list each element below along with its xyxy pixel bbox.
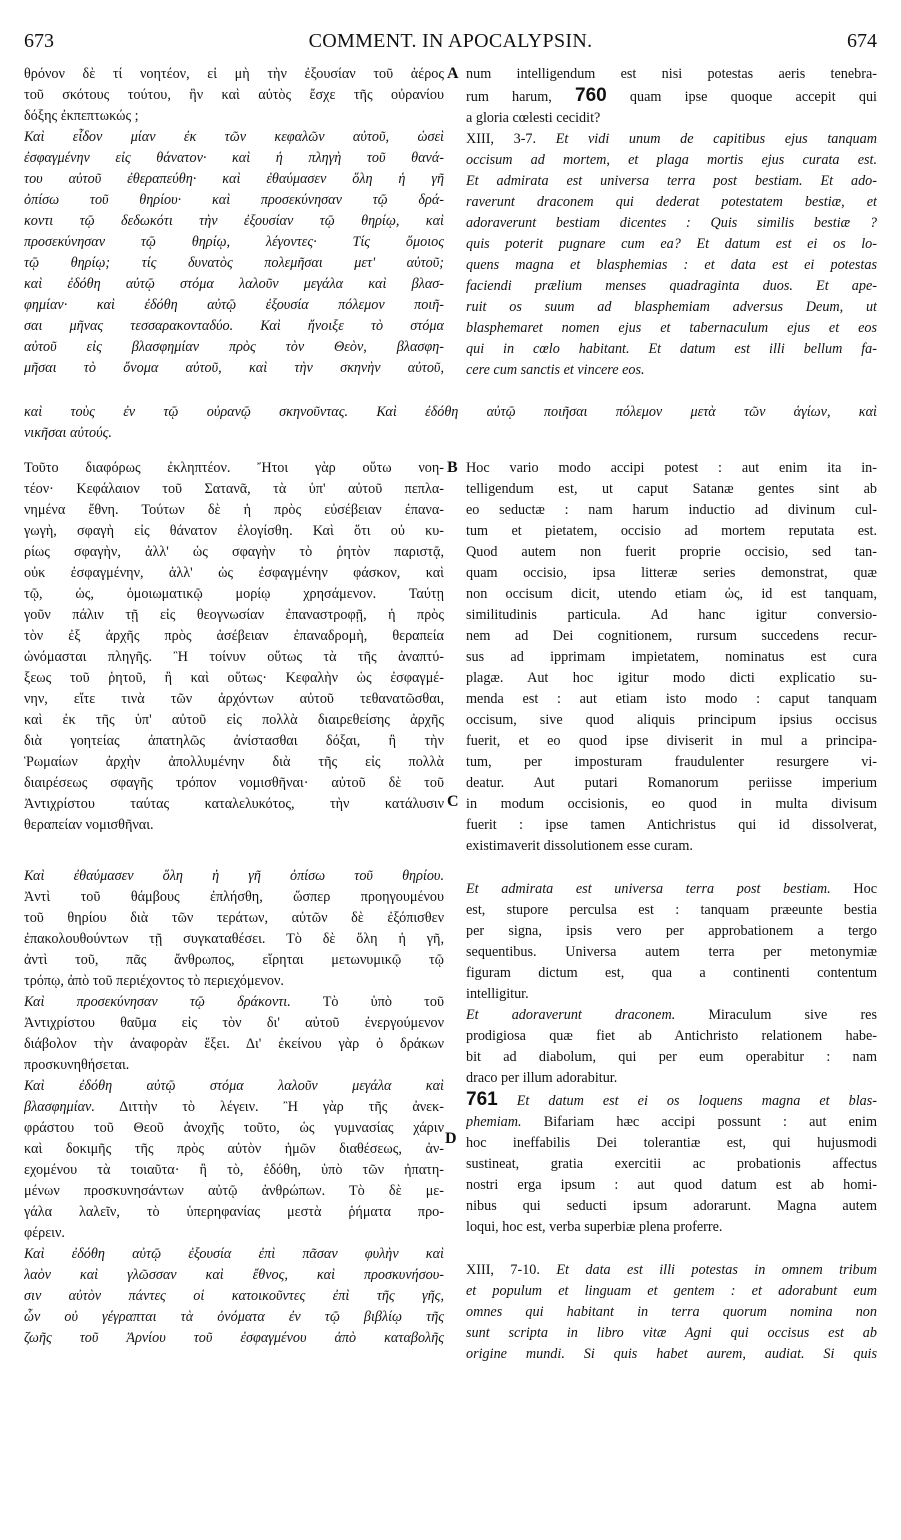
text-line: ἐσφαγμένην εἰς θάνατον· καὶ ἡ πληγὴ τοῦ θανά- (24, 150, 444, 166)
text-line: Ἀντιχρίστου ταύτας καταλελυκότος, τὴν κατάλυσιν (24, 796, 444, 812)
text-line: bit ad diabolum, qui per eum operabitur : nam (466, 1049, 877, 1065)
latin-paragraph (466, 1133, 877, 1238)
text-line: Καὶ εἶδον μίαν ἐκ τῶν κεφαλῶν αὐτοῦ, ὡσεὶ (24, 129, 444, 145)
text-line: τὸν ἐξ ἀρχῆς πρὸς ἀσέβειαν ἐπαναδρομὴ, θεραπεία (24, 628, 444, 644)
margin-marker-a: A (447, 65, 459, 82)
text-line: quis poterit pugnare cum ea? Et datum est ei os lo- (466, 236, 877, 252)
text-line: φράστου τοῦ Θεοῦ ἀνοχῆς τοῦτο, ὡς γυμνασίας χάριν (24, 1120, 444, 1136)
text-line: ruit os suum ad blasphemiam adversus Deum, ut (466, 299, 877, 315)
lemma: Καὶ προσεκύνησαν τῷ δράκοντι. (24, 994, 291, 1010)
text-fragment: Hoc (853, 881, 877, 897)
lemma: Et adoraverunt draconem. (466, 1007, 676, 1023)
text-line: fuerit : ipse tamen Antichristus qui id dissolverat, (466, 817, 877, 833)
text-line: in modum occisionis, eo quod in multa divisum (466, 796, 877, 812)
margin-marker-b: B (447, 459, 458, 476)
text-line: ξεως τοῦ ῥητοῦ, ἢ καὶ οὕτως· Κεφαλὴν ὡς ἐσφαγμέ- (24, 670, 444, 686)
text-line: τῷ θηρίῳ; τίς δυνατὸς πολεμῆσαι μετ' αὐτοῦ; (24, 255, 444, 271)
verse-reference: XIII, 7-10. (466, 1262, 540, 1278)
text-line: δόξης ἐκπεπτωκώς ; (24, 108, 139, 124)
verse-reference: XIII, 3-7. (466, 131, 537, 147)
text-line: sustineat, gratia exercitii ac probationis affectus (466, 1156, 877, 1172)
text-line: διαιρέσεως σφαγῆς τρόπον νομισθῆναι· αὐτοῦ δὲ τοῦ (24, 775, 444, 791)
text-line: existimaverit dissolutionem esse curam. (466, 838, 693, 854)
text-line: est, stupore perculsa est : tanquam præeunte bestia (466, 902, 877, 918)
text-line: nibus qui seducti ipsum adorarunt. Magna autem (466, 1198, 877, 1214)
text-line: figuram dictum est, qua a continenti contentum (466, 965, 877, 981)
text-fragment: rum harum, (466, 89, 552, 105)
text-fragment: Bifariam hæc accipi possunt : aut enim (543, 1114, 877, 1130)
text-line: Quod autem non fuerit proprie occisio, sed tan- (466, 544, 877, 560)
text-fragment: quam ipse quoque accepit qui (629, 89, 877, 105)
text-line: Et admirata est universa terra post bestiam. Et ado- (466, 173, 877, 189)
text-line (466, 879, 877, 900)
text-line: τῷ, ὡς, ὁμοιωματικῷ μορίῳ χρησάμενον. Ταύτῃ (24, 586, 444, 602)
top-greek-column (24, 64, 444, 379)
text-line: nostri erga ipsum : aut quod datum est ab homi- (466, 1177, 877, 1193)
text-line: occisum ad mortem, et plaga mortis ejus curata est. (466, 152, 877, 168)
text-line: sequentibus. Universa autem terra per metonymiæ (466, 944, 877, 960)
greek-paragraph (24, 1118, 444, 1244)
text-fragment: Miraculum sive res (708, 1007, 877, 1023)
text-line: διὰ γοητείας ἀπατηλῶς ἀνίστασθαι δόξαι, ἢ τὴν (24, 733, 444, 749)
text-line: fuerit, et eo quod ipse diviserit in mul a principa- (466, 733, 877, 749)
text-line: quens magna et blasphemias : et data est ei potestas (466, 257, 877, 273)
text-line: νην, εἴτε τινὰ τῶν ἀρχόντων αὐτοῦ τεθανατῶσθαι, (24, 691, 444, 707)
text-line (466, 85, 877, 108)
text-line: a gloria cœlesti cecidit? (466, 110, 601, 126)
column-number: 761 (466, 1089, 498, 1110)
text-line: per signa, ipsis vero per approbationem a tergo (466, 923, 877, 939)
greek-paragraph (24, 1013, 444, 1076)
greek-paragraph (24, 887, 444, 992)
lemma: Καὶ ἐθαύμασεν ὅλη ἡ γῆ ὀπίσω τοῦ θηρίου. (24, 868, 444, 884)
greek-paragraph (24, 458, 444, 836)
text-line: καὶ ἐκ τῆς ὑπ' αὐτοῦ εἰς πολλὰ διαιρεθείσης ἀρχῆς (24, 712, 444, 728)
text-line: tum et pietatem, occisio ad mortem reputata est. (466, 523, 877, 539)
text-line (466, 1005, 877, 1026)
text-line: τρόπῳ, ἀπὸ τοῦ περιέχοντος τὸ περιεχόμενον. (24, 973, 284, 989)
scripture-text: Et vidi unum de capitibus ejus tanquam (555, 131, 877, 147)
latin-paragraph (466, 1026, 877, 1089)
text-line: θρόνον δὲ τί νοητέον, εἰ μὴ τὴν ἐξουσίαν τοῦ ἀέρος (24, 66, 444, 82)
text-line: Ἀντὶ τοῦ θάμβους ἐπλήσθη, ὥσπερ προηγουμένου (24, 889, 444, 905)
text-line: et populum et linguam et gentem : et adorabunt eum (466, 1283, 877, 1299)
text-line: οὐκ ἐσφαγμένην, ἀλλ' ὡς ἐσφαγμένην φάσκον, καὶ (24, 565, 444, 581)
text-line: quam occisio, ipsa litteræ series demonstrat, quæ (466, 565, 877, 581)
text-line: hoc ineffabilis Dei tolerantiæ est, qui hujusmodi (466, 1135, 877, 1151)
latin-paragraph (466, 458, 877, 857)
greek-scripture-paragraph (24, 1244, 444, 1349)
latin-paragraph (466, 900, 877, 1005)
text-line: φημίαν· καὶ ἐδόθη αὐτῷ ἐξουσία πόλεμον ποιῆ- (24, 297, 444, 313)
text-line: Ἀντιχρίστου θαῦμα εἰς τὸν δι' αὐτοῦ ἐνεργούμενον (24, 1015, 444, 1031)
text-line: ὀπίσω τοῦ θηρίου· καὶ προσεκύνησαν τῷ δρά- (24, 192, 444, 208)
text-line (24, 1097, 444, 1118)
text-line: γοῦν πάλιν τῇ εἰς θεογνωσίαν ἐπαναστροφῇ, ἡ πρὸς (24, 607, 444, 623)
text-line: τέον· Κεφάλαιον τοῦ Σατανᾶ, τὰ ὑπ' αὐτοῦ πεπλα- (24, 481, 444, 497)
text-line: διάβολον τὴν ἀναφορὰν ἕξει. Δι' ἐκείνου γὰρ ὁ δράκων (24, 1036, 444, 1052)
text-line: Τοῦτο διαφόρως ἐκληπτέον. Ἤτοι γὰρ οὕτω νοη- (24, 460, 444, 476)
text-line: intelligitur. (466, 986, 529, 1002)
text-line: φέρειν. (24, 1225, 65, 1241)
top-latin-column (466, 64, 877, 381)
text-line: σιν αὐτὸν πάντες οἱ κατοικοῦντες ἐπὶ τῆς γῆς, (24, 1288, 444, 1304)
text-line: telligendum est, ut caput Satanæ gentes sint ab (466, 481, 877, 497)
text-line: occisum, sive quod aliquis principum ipsius occisus (466, 712, 877, 728)
text-line: nem ad Dei cognitionem, rursum succedens recur- (466, 628, 877, 644)
text-line: αὐτοῦ εἰς βλασφημίαν πρὸς τὸν Θεὸν, βλασφη- (24, 339, 444, 355)
lemma: Et datum est ei os loquens magna et blas- (516, 1093, 877, 1109)
latin-scripture-paragraph (466, 1281, 877, 1365)
text-line: τοῦ σκότους τούτου, ἣν καὶ αὐτὸς ἔσχε τῆς οὐρανίου (24, 87, 444, 103)
text-line: θεραπείαν νομισθῆναι. (24, 817, 154, 833)
text-line: Hoc vario modo accipi potest : aut enim ita in- (466, 460, 877, 476)
text-line: νημένα ἔθνη. Τούτων δὲ ἡ πρὸς εὐσέβειαν ἐπανα- (24, 502, 444, 518)
text-line: ζωῆς τοῦ Ἀρνίου τοῦ ἐσφαγμένου ἀπὸ καταβολῆς (24, 1330, 444, 1346)
text-line: γωγὴ, σφαγὴ εἰς θάνατον ἐλογίσθη. Καὶ ὅτι οὐ κυ- (24, 523, 444, 539)
scripture-text: Et data est illi potestas in omnem tribum (556, 1262, 877, 1278)
text-line: plagæ. Aut hoc igitur modo dicti explicatio su- (466, 670, 877, 686)
text-line: Ῥωμαίων ἀρχὴν ἀπολλυμένην διὰ τῆς εἰς πολλὰ (24, 754, 444, 770)
text-line: blasphemaret nomen ejus et tabernaculum ejus et eos (466, 320, 877, 336)
text-line: sunt scripta in libro vitæ Agni qui occisus est ab (466, 1325, 877, 1341)
text-line: non occisum dicit, utendo etiam ὡς, id est tanquam, (466, 586, 877, 602)
text-line: καὶ τοὺς ἐν τῷ οὐρανῷ σκηνοῦντας. Καὶ ἐδόθη αὐτῷ ποιῆσαι πόλεμον μετὰ τῶν ἁγίων, καὶ (24, 404, 877, 420)
text-line (24, 992, 444, 1013)
text-line: εχομένου τὰ τοιαῦτα· ἢ τὸ, ἐδόθη, ὑπὸ τῶν ἠπατη- (24, 1162, 444, 1178)
page-number-left: 673 (24, 30, 54, 52)
text-line: προσκυνηθήσεται. (24, 1057, 130, 1073)
text-line: deatur. Aut putari Romanorum periisse imperium (466, 775, 877, 791)
text-line: μῆσαι τὸ ὄνομα αὐτοῦ, καὶ τὴν σκηνὴν αὐτοῦ, (24, 360, 444, 376)
text-line: origine mundi. Si quis habet aurem, audiat. Si quis (466, 1346, 877, 1362)
scripture-text-block (466, 150, 877, 381)
text-line: νικῆσαι αὐτούς. (24, 425, 112, 441)
text-line: λαὸν καὶ γλῶσσαν καὶ ἔθνος, καὶ προσκυνήσου- (24, 1267, 444, 1283)
text-line: καὶ ἐδόθη αὐτῷ στόμα λαλοῦν μεγάλα καὶ βλασ- (24, 276, 444, 292)
text-line: Καὶ ἐδόθη αὐτῷ ἐξουσία ἐπὶ πᾶσαν φυλὴν καὶ (24, 1246, 444, 1262)
text-line: loqui, hoc est, verba superbiæ plena proferre. (466, 1219, 723, 1235)
full-width-greek-lines (24, 402, 877, 444)
text-line: cere cum sanctis et vincere eos. (466, 362, 645, 378)
text-line: ἀντὶ τοῦ, πᾶς ἄνθρωπος, εἴρηται μετωνυμικῷ τῷ (24, 952, 444, 968)
column-number: 760 (575, 85, 607, 106)
text-line: ὠνόμασται πληγῆς. Ἢ τοίνυν οὕτως τὰ τῆς ἀναπτύ- (24, 649, 444, 665)
page-header (24, 30, 877, 56)
lower-latin-column (466, 458, 877, 1365)
text-line (466, 129, 877, 150)
lemma: phemiam. (466, 1114, 522, 1130)
text-line: ρίως σφαγὴν, ἀλλ' ὡς σφαγὴν τὸ ῥητὸν παριστᾷ, (24, 544, 444, 560)
text-line: καὶ δοκιμῆς τῆς πρὸς αὐτὸν ἡμῶν διαθέσεως, ἀν- (24, 1141, 444, 1157)
text-line: του αὐτοῦ ἐθεραπεύθη· καὶ ἐθαύμασεν ὅλη ἡ γῆ (24, 171, 444, 187)
lower-greek-column (24, 458, 444, 1349)
page-number-right: 674 (847, 30, 877, 52)
text-line (466, 1260, 877, 1281)
text-line: σαι μῆνας τεσσαρακονταδύο. Καὶ ἤνοιξε τὸ στόμα (24, 318, 444, 334)
text-line (466, 1089, 877, 1112)
text-line: draco per illum adorabitur. (466, 1070, 618, 1086)
lemma: βλασφημίαν. (24, 1099, 95, 1115)
text-line: sus ad ipprimam impietatem, nominatus est cura (466, 649, 877, 665)
text-line: similitudinis particula. Ad hanc igitur conversio- (466, 607, 877, 623)
text-line: num intelligendum est nisi potestas aeris tenebra- (466, 66, 877, 82)
text-line: μένων προσκυνησάντων αὐτῷ ἀνθρώπων. Τὸ δὲ με- (24, 1183, 444, 1199)
lemma: Et admirata est universa terra post bestiam. (466, 881, 831, 897)
running-title: COMMENT. IN APOCALYPSIN. (308, 30, 593, 52)
margin-marker-c: C (447, 793, 459, 810)
text-line: adoraverunt bestiam dicentes : Quis similis bestiæ ? (466, 215, 877, 231)
text-line: eo seductæ : nam harum inductio ad divinum cul- (466, 502, 877, 518)
text-line: προσεκύνησαν τῷ θηρίῳ, λέγοντες· Τίς ὅμοιος (24, 234, 444, 250)
text-line: ὧν οὐ γέγραπται τὰ ὀνόματα ἐν τῷ βιβλίῳ τῆς (24, 1309, 444, 1325)
text-line: prodigiosa quæ fiet ab Antichristo relationem habe- (466, 1028, 877, 1044)
margin-marker-d: D (445, 1130, 457, 1147)
text-line: omnes qui habitant in terra quorum nomina non (466, 1304, 877, 1320)
text-fragment: Τὸ ὑπὸ τοῦ (322, 994, 444, 1010)
text-line: ἐπακολουθούντων τῇ συγκαταθέσει. Τὸ δὲ ὅλη ἡ γῆ, (24, 931, 444, 947)
text-line: τοῦ θηρίου διὰ τῶν τεράτων, αὐτῶν δὲ ἐξόπισθεν (24, 910, 444, 926)
text-line: menda est : aut etiam isto modo : caput tanquam (466, 691, 877, 707)
text-line: κοντι τῷ δεδωκότι τὴν ἐξουσίαν τῷ θηρίῳ, καὶ (24, 213, 444, 229)
lemma: Καὶ ἐδόθη αὐτῷ στόμα λαλοῦν μεγάλα καὶ (24, 1078, 444, 1094)
text-line (466, 1112, 877, 1133)
text-fragment: Διττὴν τὸ λέγειν. Ἢ γὰρ τῆς ἀνεκ- (119, 1099, 444, 1115)
text-line: γάλα λαλεῖν, τὸ ὑπερηφανίας μεστὰ ῥήματα προ- (24, 1204, 444, 1220)
text-line: qui in cœlo habitant. Et datum est illi bellum fa- (466, 341, 877, 357)
text-line: faciendi prælium menses quadraginta duos. Et ape- (466, 278, 877, 294)
text-line: tum, per imposturam fraudulenter resurgere vi- (466, 754, 877, 770)
text-line: raverunt draconem qui dederat potestatem bestiæ, et (466, 194, 877, 210)
